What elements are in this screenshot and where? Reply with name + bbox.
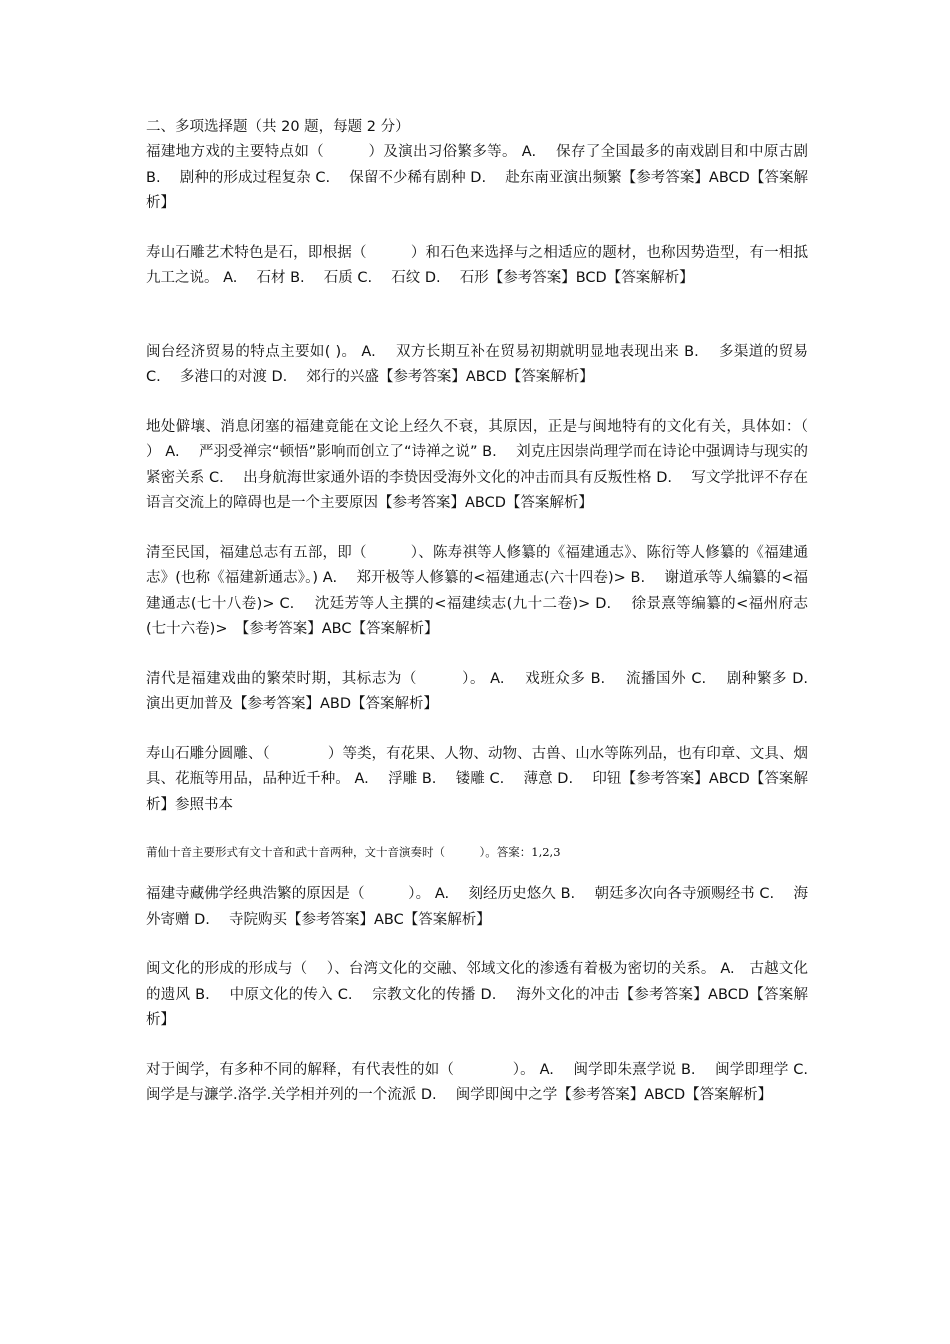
section-heading: 二、多项选择题（共 20 题，每题 2 分） bbox=[146, 119, 410, 135]
blank-gap bbox=[146, 316, 808, 340]
question-9: 福建寺藏佛学经典浩繁的原因是（ ）。 A. 刻经历史悠久 B. 朝廷多次向各寺颁赐经书 C. 海外寄赠 D. 寺院购买【参考答案】ABC【答案解析】 bbox=[146, 886, 808, 928]
document-page bbox=[146, 114, 866, 1133]
question-10: 闽文化的形成的形成与（ ）、台湾文化的交融、邻域文化的渗透有着极为密切的关系。 A. 古越文化的遗风 B. 中原文化的传入 C. 宗教文化的传播 D. 海外文化的冲击【参考答案】ABCD【答案解析】 bbox=[146, 961, 808, 1028]
question-6: 清代是福建戏曲的繁荣时期，其标志为（ ）。 A. 戏班众多 B. 流播国外 C. 剧种繁多 D. 演出更加普及【参考答案】ABD【答案解析】 bbox=[146, 670, 828, 712]
question-11: 对于闽学，有多种不同的解释，有代表性的如（ ）。 A. 闽学即朱熹学说 B. 闽学即理学 C. 闽学是与濂学.洛学.关学相并列的一个流派 D. 闽学即闽中之学【参考答案】ABCD【答案解析】 bbox=[146, 1061, 828, 1103]
question-4: 地处僻壤、消息闭塞的福建竟能在文论上经久不衰，其原因，正是与闽地特有的文化有关，具体如：（ ） A. 严羽受禅宗“顿悟”影响而创立了“诗禅之说” B. 刘克庄因崇尚理学而在诗论中强调诗与现实的紧密关系 C. 出身航海世家通外语的李贽因受海外文化的冲击而具有反叛性格 D. 写文学批评不存在语言交流上的障碍也是一个主要原因【参考答案】ABCD【答案解析】 bbox=[146, 418, 866, 511]
question-3: 闽台经济贸易的特点主要如( )。 A. 双方长期互补在贸易初期就明显地表现出来 B. 多渠道的贸易 C. 多港口的对渡 D. 郊行的兴盛【参考答案】ABCD【答案解析】 bbox=[146, 343, 808, 385]
question-1: 福建地方戏的主要特点如（ ）及演出习俗繁多等。 A. 保存了全国最多的南戏剧目和中原古剧 B. 剧种的形成过程复杂 C. 保留不少稀有剧种 D. 赴东南亚演出频繁【参考答案】ABCD【答案解析】 bbox=[146, 144, 808, 211]
question-5: 清至民国，福建总志有五部，即（ ）、陈寿祺等人修纂的《福建通志》、陈衍等人修纂的《福建通志》(也称《福建新通志》。) A. 郑开极等人修纂的<福建通志(六十四卷)> B. 谢道承等人编纂的<福建通志(七十八卷)> C. 沈廷芳等人主撰的<福建续志(九十二卷)> D. 徐景熹等编纂的<福州府志(七十六卷)> 【参考答案】ABC【答案解析】 bbox=[146, 544, 808, 637]
question-2: 寿山石雕艺术特色是石，即根据（ ）和石色来选择与之相适应的题材，也称因势造型，有一相抵九工之说。 A. 石材 B. 石质 C. 石纹 D. 石形【参考答案】BCD【答案解析】 bbox=[146, 244, 808, 286]
question-8: 莆仙十音主要形式有文十音和武十音两种，文十音演奏时（ ）。答案：1,2,3 bbox=[146, 845, 561, 859]
question-7: 寿山石雕分圆雕、（ ）等类，有花果、人物、动物、古兽、山水等陈列品，也有印章、文具、烟具、花瓶等用品，品种近千种。 A. 浮雕 B. 镂雕 C. 薄意 D. 印钮【参考答案】ABCD【答案解析】参照书本 bbox=[146, 745, 808, 813]
